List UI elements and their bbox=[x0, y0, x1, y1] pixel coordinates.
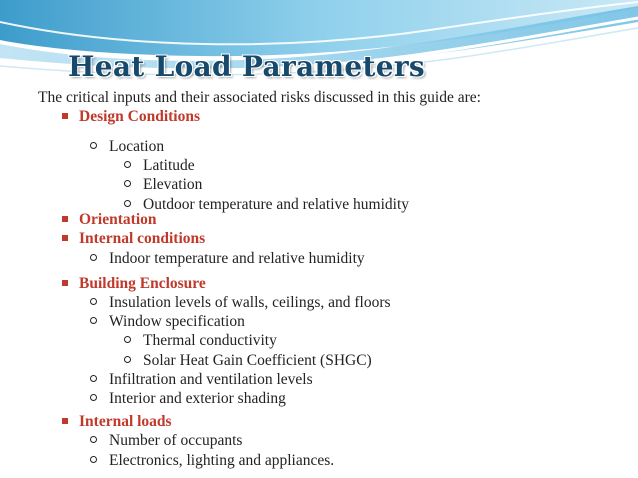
sub-bullet-elevation bbox=[124, 176, 202, 194]
sub-bullet-shgc bbox=[124, 352, 372, 370]
bullet-text: Location bbox=[109, 138, 165, 155]
sub-bullet-window bbox=[90, 313, 245, 331]
bullet-label: Orientation bbox=[79, 211, 157, 228]
circle-bullet-icon bbox=[124, 336, 131, 343]
bullet-label: Internal loads bbox=[79, 413, 172, 430]
circle-bullet-icon bbox=[90, 456, 97, 463]
circle-bullet-icon bbox=[90, 375, 97, 382]
sub-bullet-indoor bbox=[90, 250, 365, 268]
bullet-label: Building Enclosure bbox=[79, 275, 206, 292]
sub-bullet-shading bbox=[90, 390, 286, 408]
bullet-text: Window specification bbox=[109, 313, 245, 330]
bullet-text: Interior and exterior shading bbox=[109, 390, 286, 407]
bullet-text: Solar Heat Gain Coefficient (SHGC) bbox=[143, 352, 372, 369]
circle-bullet-icon bbox=[90, 317, 97, 324]
square-bullet-icon bbox=[62, 113, 68, 119]
sub-bullet-electronics bbox=[90, 452, 334, 470]
square-bullet-icon bbox=[62, 280, 68, 286]
bullet-building-enclosure bbox=[62, 275, 206, 293]
sub-bullet-thermal bbox=[124, 332, 277, 350]
circle-bullet-icon bbox=[90, 254, 97, 261]
circle-bullet-icon bbox=[90, 436, 97, 443]
bullet-text: Electronics, lighting and appliances. bbox=[109, 452, 335, 469]
circle-bullet-icon bbox=[90, 142, 97, 149]
bullet-internal-conditions bbox=[62, 230, 205, 248]
circle-bullet-icon bbox=[124, 200, 131, 207]
circle-bullet-icon bbox=[90, 394, 97, 401]
sub-bullet-infiltration bbox=[90, 371, 313, 389]
bullet-orientation bbox=[62, 211, 157, 229]
bullet-label: Design Conditions bbox=[79, 108, 201, 125]
sub-bullet-occupants bbox=[90, 432, 242, 450]
bullet-text: Indoor temperature and relative humidity bbox=[109, 250, 365, 267]
sub-bullet-location bbox=[90, 138, 164, 156]
bullet-text: Infiltration and ventilation levels bbox=[109, 371, 313, 388]
bullet-text: Number of occupants bbox=[109, 432, 243, 449]
bullet-label: Internal conditions bbox=[79, 230, 206, 247]
sub-bullet-outdoor bbox=[124, 196, 409, 214]
bullet-text: Insulation levels of walls, ceilings, and floors bbox=[109, 294, 391, 311]
sub-bullet-insulation bbox=[90, 294, 391, 312]
bullet-text: Elevation bbox=[143, 176, 203, 193]
circle-bullet-icon bbox=[124, 180, 131, 187]
bullet-design-conditions bbox=[62, 108, 200, 126]
square-bullet-icon bbox=[62, 235, 68, 241]
slide-title: Heat Load Parameters bbox=[68, 50, 425, 83]
square-bullet-icon bbox=[62, 418, 68, 424]
sub-bullet-latitude bbox=[124, 157, 195, 175]
circle-bullet-icon bbox=[90, 298, 97, 305]
square-bullet-icon bbox=[62, 216, 68, 222]
bullet-text: Latitude bbox=[143, 157, 195, 174]
bullet-internal-loads bbox=[62, 413, 172, 431]
circle-bullet-icon bbox=[124, 161, 131, 168]
intro-text: The critical inputs and their associated risks discussed in this guide are: bbox=[38, 89, 481, 106]
bullet-text: Outdoor temperature and relative humidity bbox=[143, 196, 409, 213]
circle-bullet-icon bbox=[124, 356, 131, 363]
bullet-text: Thermal conductivity bbox=[143, 332, 277, 349]
